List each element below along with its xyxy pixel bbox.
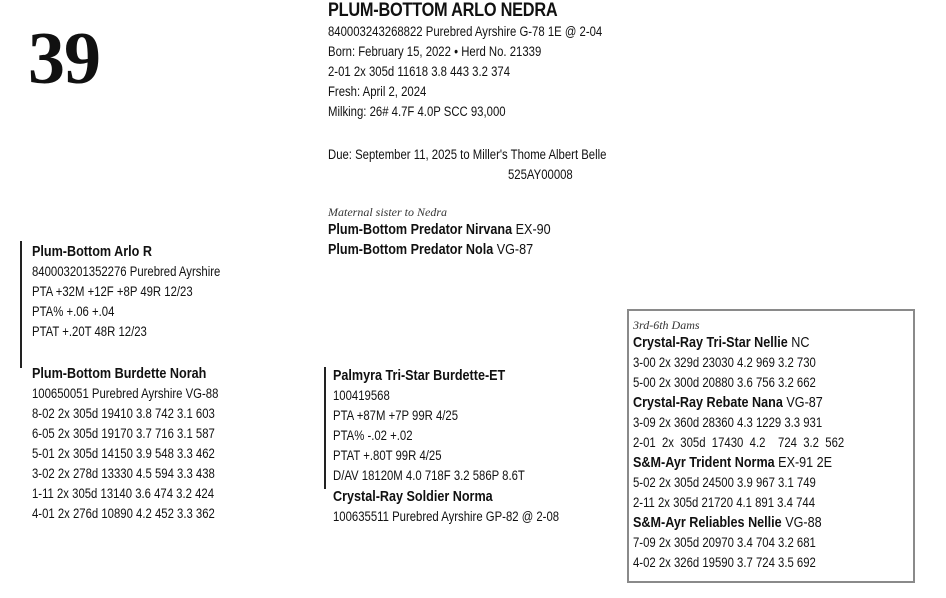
dam-entry-record: 3-00 2x 329d 23030 4.2 969 3.2 730 xyxy=(633,355,816,370)
sire-ptat: PTAT +.20T 48R 12/23 xyxy=(32,324,147,339)
granddam-registration: 100635511 Purebred Ayrshire GP-82 @ 2-08 xyxy=(333,509,560,524)
maternal-grandsire-section xyxy=(333,366,561,486)
dam-record: 6-05 2x 305d 19170 3.7 716 3.1 587 xyxy=(32,426,215,441)
sire-name: Plum-Bottom Arlo R xyxy=(32,243,152,260)
sister-entry: Plum-Bottom Predator Nola VG-87 xyxy=(328,241,534,258)
dam-entry-record: 7-09 2x 305d 20970 3.4 704 3.2 681 xyxy=(633,535,816,550)
milking-line: Milking: 26# 4.7F 4.0P SCC 93,000 xyxy=(328,104,506,119)
dam-registration: 100650051 Purebred Ayrshire VG-88 xyxy=(32,386,219,401)
grandsire-registration: 100419568 xyxy=(333,388,390,403)
dam-entry-name: Crystal-Ray Tri-Star Nellie NC xyxy=(633,334,810,351)
due-code: 525AY00008 xyxy=(508,167,573,182)
dam-record: 5-01 2x 305d 14150 3.9 548 3.3 462 xyxy=(32,446,215,461)
dam-entry-record: 3-09 2x 360d 28360 4.3 1229 3.3 931 xyxy=(633,415,823,430)
lot-number: 39 xyxy=(28,18,100,100)
dam-entry-record: 5-00 2x 300d 20880 3.6 756 3.2 662 xyxy=(633,375,816,390)
pedigree-bracket-line xyxy=(20,241,22,368)
dam-entry-record: 2-01 2x 305d 17430 4.2 724 3.2 562 xyxy=(633,435,845,450)
dam-entry-name: Crystal-Ray Rebate Nana VG-87 xyxy=(633,394,823,411)
dam-section xyxy=(32,364,254,524)
sire-section xyxy=(32,242,256,342)
granddam-name: Crystal-Ray Soldier Norma xyxy=(333,488,493,505)
dam-entry-name: S&M-Ayr Trident Norma EX-91 2E xyxy=(633,454,833,471)
animal-title: PLUM-BOTTOM ARLO NEDRA xyxy=(328,0,558,21)
maternal-sister-section xyxy=(328,204,593,260)
grandsire-pta-percent: PTA% -.02 +.02 xyxy=(333,428,413,443)
dam-entry-name: S&M-Ayr Reliables Nellie VG-88 xyxy=(633,514,822,531)
maternal-sister-label: Maternal sister to Nedra xyxy=(328,205,447,219)
sire-pta-percent: PTA% +.06 +.04 xyxy=(32,304,115,319)
sister-entry: Plum-Bottom Predator Nirvana EX-90 xyxy=(328,221,551,238)
sire-registration: 840003201352276 Purebred Ayrshire xyxy=(32,264,221,279)
due-line: Due: September 11, 2025 to Miller's Thome Albert Belle xyxy=(328,147,607,162)
dam-record: 3-02 2x 278d 13330 4.5 594 3.3 438 xyxy=(32,466,215,481)
born-line: Born: February 15, 2022 • Herd No. 21339 xyxy=(328,44,542,59)
dam-record: 4-01 2x 276d 10890 4.2 452 3.3 362 xyxy=(32,506,215,521)
grandsire-name: Palmyra Tri-Star Burdette-ET xyxy=(333,367,506,384)
dam-name: Plum-Bottom Burdette Norah xyxy=(32,365,207,382)
dam-record: 1-11 2x 305d 13140 3.6 474 3.2 424 xyxy=(32,486,215,501)
dams-box-label: 3rd-6th Dams xyxy=(633,318,700,332)
grandsire-pta: PTA +87M +7P 99R 4/25 xyxy=(333,408,459,423)
dam-entry-record: 4-02 2x 326d 19590 3.7 724 3.5 692 xyxy=(633,555,816,570)
dams-box-content xyxy=(633,317,884,573)
sire-pta: PTA +32M +12F +8P 49R 12/23 xyxy=(32,284,193,299)
grandsire-daughter-average: D/AV 18120M 4.0 718F 3.2 586P 8.6T xyxy=(333,468,525,483)
main-animal-section xyxy=(328,0,654,122)
grandsire-ptat: PTAT +.80T 99R 4/25 xyxy=(333,448,442,463)
dam-entry-record: 5-02 2x 305d 24500 3.9 967 3.1 749 xyxy=(633,475,816,490)
pedigree-bracket-line xyxy=(324,367,326,489)
fresh-line: Fresh: April 2, 2024 xyxy=(328,84,427,99)
dam-entry-record: 2-11 2x 305d 21720 4.1 891 3.4 744 xyxy=(633,495,816,510)
registration-line: 840003243268822 Purebred Ayrshire G-78 1E @ 2-04 xyxy=(328,24,603,39)
dam-record: 8-02 2x 305d 19410 3.8 742 3.1 603 xyxy=(32,406,215,421)
maternal-granddam-section xyxy=(333,487,602,527)
record-line: 2-01 2x 305d 11618 3.8 443 3.2 374 xyxy=(328,64,511,79)
